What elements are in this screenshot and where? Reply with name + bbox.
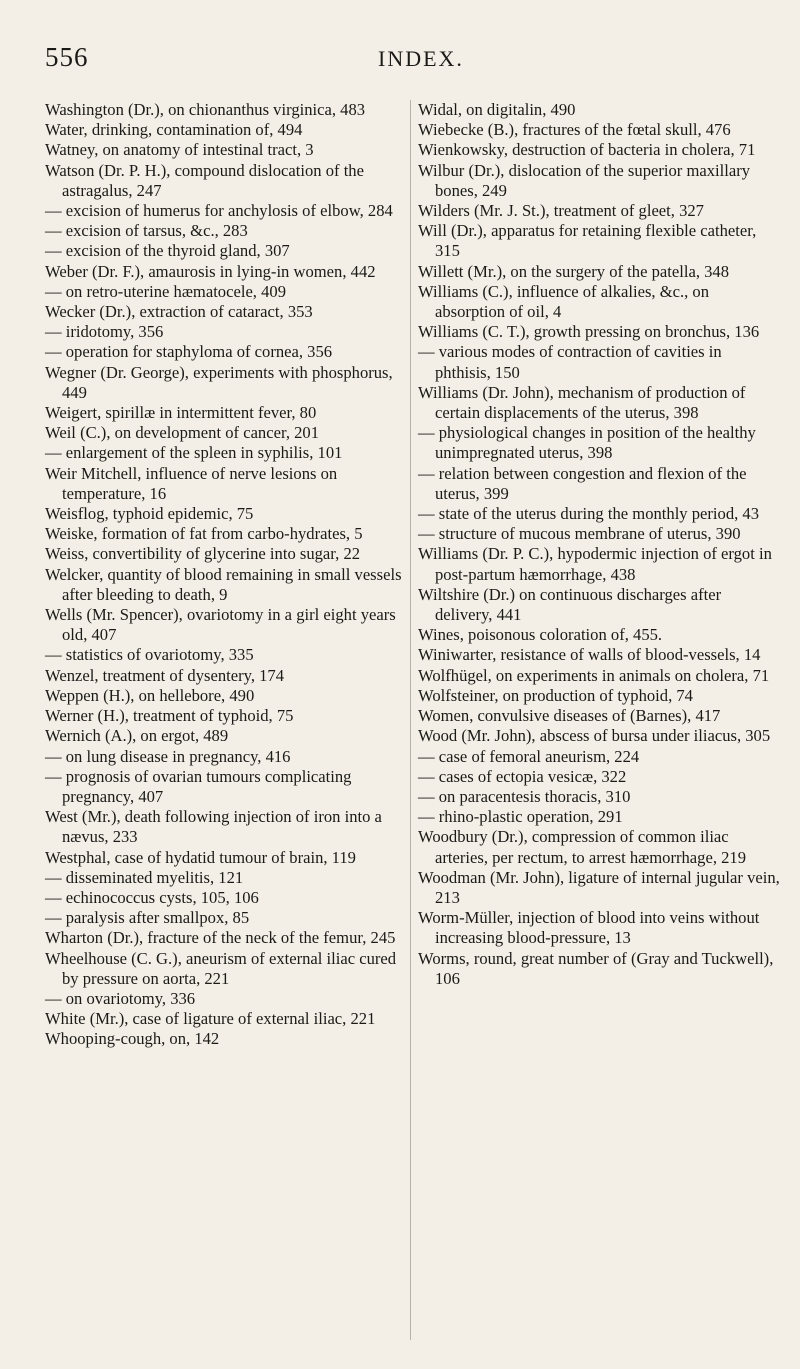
index-entry: Widal, on digitalin, 490 — [418, 100, 576, 119]
index-entry: Weiske, formation of fat from carbo-hydrates, 5 — [45, 524, 363, 544]
index-entry: — enlargement of the spleen in syphilis, 101 — [45, 443, 343, 463]
index-entry: Wines, poisonous coloration of, 455. — [418, 625, 663, 645]
index-entry: Welcker, quantity of blood remaining in small vessels after bleeding to death, 9 — [45, 564, 402, 604]
index-entry: Weigert, spirillæ in intermittent fever, 80 — [45, 403, 317, 423]
index-entry: Water, drinking, contamination of, 494 — [45, 120, 303, 140]
index-entry: Wienkowsky, destruction of bacteria in cholera, 71 — [418, 140, 756, 160]
index-entry: Williams (Dr. John), mechanism of production of certain displacements of the uterus, 398 — [418, 382, 746, 423]
index-entry: Wolfsteiner, on production of typhoid, 74 — [418, 685, 693, 705]
index-entry: Westphal, case of hydatid tumour of brain, 119 — [45, 847, 356, 867]
index-entry: Washington (Dr.), on chionanthus virginica, 483 — [45, 100, 366, 119]
index-entry: Women, convulsive diseases of (Barnes), 417 — [418, 706, 721, 726]
index-column-right — [418, 100, 780, 1359]
index-entry: — on ovariotomy, 336 — [45, 988, 196, 1008]
index-entry: Wharton (Dr.), fracture of the neck of the femur, 245 — [45, 928, 396, 948]
index-entry: Wegner (Dr. George), experiments with phosphorus, 449 — [45, 362, 393, 402]
index-entry: Williams (C.), influence of alkalies, &c., on absorption of oil, 4 — [418, 281, 710, 322]
index-entry: — cases of ectopia vesicæ, 322 — [418, 766, 627, 786]
index-entry: — various modes of contraction of cavities in phthisis, 150 — [418, 342, 722, 382]
index-entry: — on paracentesis thoracis, 310 — [418, 786, 631, 806]
index-entry: West (Mr.), death following injection of iron into a nævus, 233 — [45, 807, 382, 847]
index-entry: Will (Dr.), apparatus for retaining flexible catheter, 315 — [418, 221, 757, 261]
page-title: INDEX. — [378, 46, 464, 71]
index-entry: Williams (C. T.), growth pressing on bronchus, 136 — [418, 322, 760, 342]
index-entry: — on lung disease in pregnancy, 416 — [45, 746, 291, 766]
index-entry: Winiwarter, resistance of walls of blood-vessels, 14 — [418, 645, 761, 665]
index-entry: — on retro-uterine hæmatocele, 409 — [45, 281, 286, 301]
index-entry: Woodman (Mr. John), ligature of internal jugular vein, 213 — [418, 867, 780, 907]
index-entry: Wiltshire (Dr.) on continuous discharges after delivery, 441 — [418, 584, 722, 625]
index-entry: Weber (Dr. F.), amaurosis in lying-in women, 442 — [45, 261, 376, 281]
index-entry: Weisflog, typhoid epidemic, 75 — [45, 504, 254, 524]
index-entry: — state of the uterus during the monthly period, 43 — [418, 504, 760, 524]
index-entry: Weiss, convertibility of glycerine into sugar, 22 — [45, 544, 361, 564]
index-entry: Weppen (H.), on hellebore, 490 — [45, 685, 255, 705]
index-entry: White (Mr.), case of ligature of external iliac, 221 — [45, 1009, 376, 1029]
index-entry: Watney, on anatomy of intestinal tract, 3 — [45, 140, 314, 160]
index-entry: — paralysis after smallpox, 85 — [45, 908, 250, 928]
index-column-left — [45, 100, 407, 1359]
index-entry: Wiebecke (B.), fractures of the fœtal skull, 476 — [418, 120, 731, 140]
index-entry: — prognosis of ovarian tumours complicating pregnancy, 407 — [45, 766, 352, 806]
index-entry: Wheelhouse (C. G.), aneurism of external iliac cured by pressure on aorta, 221 — [45, 948, 397, 988]
index-entry: Wilders (Mr. J. St.), treatment of gleet, 327 — [418, 201, 704, 221]
index-entry: — relation between congestion and flexion of the uterus, 399 — [418, 463, 747, 503]
index-entry: — disseminated myelitis, 121 — [45, 867, 244, 887]
index-entry: Worms, round, great number of (Gray and Tuckwell), 106 — [418, 948, 774, 988]
index-entry: Williams (Dr. P. C.), hypodermic injection of ergot in post-partum hæmorrhage, 438 — [418, 544, 772, 584]
index-entry: Wolfhügel, on experiments in animals on cholera, 71 — [418, 665, 770, 685]
index-entry: — operation for staphyloma of cornea, 356 — [45, 342, 333, 362]
index-entry: — physiological changes in position of the healthy unimpregnated uterus, 398 — [418, 423, 756, 463]
index-entry: — excision of humerus for anchylosis of elbow, 284 — [45, 201, 393, 221]
index-entry: Werner (H.), treatment of typhoid, 75 — [45, 706, 294, 726]
index-entry: Wecker (Dr.), extraction of cataract, 353 — [45, 302, 313, 322]
index-entry: Wilbur (Dr.), dislocation of the superior maxillary bones, 249 — [418, 160, 751, 200]
index-entry: Whooping-cough, on, 142 — [45, 1029, 220, 1049]
index-entry: — excision of tarsus, &c., 283 — [45, 221, 248, 241]
page-number: 556 — [45, 42, 89, 72]
index-entry: Worm-Müller, injection of blood into veins without increasing blood-pressure, 13 — [418, 908, 760, 948]
page-header — [0, 42, 800, 82]
index-entry: Weir Mitchell, influence of nerve lesions on temperature, 16 — [45, 463, 338, 503]
index-entry: — statistics of ovariotomy, 335 — [45, 645, 254, 665]
index-entry: Wood (Mr. John), abscess of bursa under iliacus, 305 — [418, 726, 771, 746]
index-entry: — iridotomy, 356 — [45, 322, 164, 342]
index-entry: Woodbury (Dr.), compression of common iliac arteries, per rectum, to arrest hæmorrhage, 219 — [418, 827, 747, 867]
index-entry: Wells (Mr. Spencer), ovariotomy in a girl eight years old, 407 — [45, 605, 396, 645]
index-entry: — structure of mucous membrane of uterus, 390 — [418, 524, 741, 544]
index-entry: Weil (C.), on development of cancer, 201 — [45, 423, 320, 443]
index-entry: — case of femoral aneurism, 224 — [418, 746, 640, 766]
index-entry: Willett (Mr.), on the surgery of the patella, 348 — [418, 261, 730, 281]
index-entry: — excision of the thyroid gland, 307 — [45, 241, 290, 261]
index-entry: Watson (Dr. P. H.), compound dislocation of the astragalus, 247 — [45, 160, 364, 200]
index-entry: — echinococcus cysts, 105, 106 — [45, 887, 259, 907]
index-entry: Wenzel, treatment of dysentery, 174 — [45, 665, 285, 685]
column-divider — [410, 100, 411, 1340]
index-entry: — rhino-plastic operation, 291 — [418, 807, 623, 827]
index-entry: Wernich (A.), on ergot, 489 — [45, 726, 229, 746]
